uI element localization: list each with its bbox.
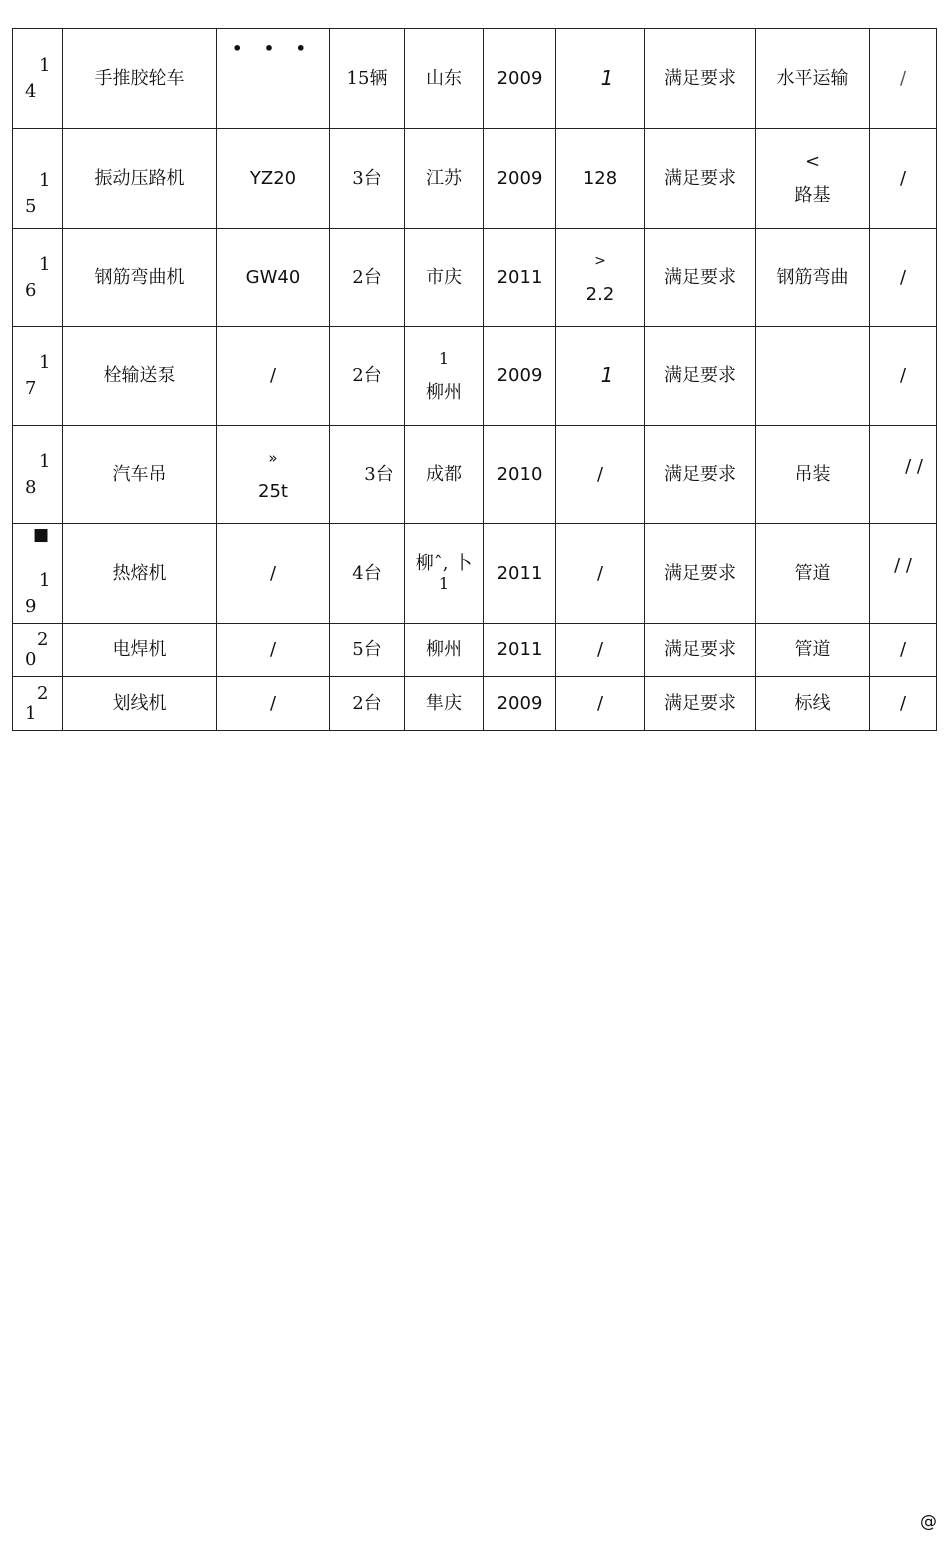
table-row [13, 129, 937, 229]
row-number: 2 1 [13, 677, 63, 731]
table-row [13, 677, 937, 731]
model: / [217, 327, 330, 426]
usage: 管道 [756, 624, 870, 677]
status: 满足要求 [645, 524, 756, 624]
row-number: 1 7 [13, 327, 63, 426]
equipment-name: 汽车吊 [63, 426, 217, 524]
row-number: 1 6 [13, 229, 63, 327]
note: / / [870, 524, 937, 624]
power: / [556, 426, 645, 524]
equipment-name: 栓输送泵 [63, 327, 217, 426]
year: 2011 [484, 229, 556, 327]
status: 满足要求 [645, 29, 756, 129]
equipment-name: 电焊机 [63, 624, 217, 677]
status: 满足要求 [645, 129, 756, 229]
power: / [556, 524, 645, 624]
table-row [13, 29, 937, 129]
power: 128 [556, 129, 645, 229]
model: YZ20 [217, 129, 330, 229]
note: / [870, 29, 937, 129]
row-number: 1 5 [13, 129, 63, 229]
model: / [217, 677, 330, 731]
quantity: 3台 [330, 129, 405, 229]
table-row [13, 229, 937, 327]
power: > 2.2 [556, 229, 645, 327]
note: / [870, 624, 937, 677]
note: / [870, 229, 937, 327]
row-number: 1 4 [13, 29, 63, 129]
status: 满足要求 [645, 229, 756, 327]
usage: < 路基 [756, 129, 870, 229]
status: 满足要求 [645, 677, 756, 731]
quantity: 3台 [330, 426, 405, 524]
origin: 市庆 [405, 229, 484, 327]
year: 2009 [484, 677, 556, 731]
usage: 吊装 [756, 426, 870, 524]
model: / [217, 524, 330, 624]
row-number: 1 8 [13, 426, 63, 524]
year: 2009 [484, 327, 556, 426]
row-number: ■ 1 9 [13, 524, 63, 624]
model: • • • [217, 29, 330, 129]
power: 1 [556, 327, 645, 426]
equipment-name: 钢筋弯曲机 [63, 229, 217, 327]
usage: 标线 [756, 677, 870, 731]
year: 2009 [484, 129, 556, 229]
note: / [870, 677, 937, 731]
equipment-name: 手推胶轮车 [63, 29, 217, 129]
power: / [556, 677, 645, 731]
origin: 柳ˆ, 卜 1 [405, 524, 484, 624]
note: / [870, 327, 937, 426]
page-mark: @ [920, 1512, 937, 1532]
status: 满足要求 [645, 624, 756, 677]
power: / [556, 624, 645, 677]
usage: 钢筋弯曲 [756, 229, 870, 327]
year: 2011 [484, 624, 556, 677]
table-row [13, 624, 937, 677]
equipment-name: 划线机 [63, 677, 217, 731]
origin: 成都 [405, 426, 484, 524]
year: 2011 [484, 524, 556, 624]
origin: 江苏 [405, 129, 484, 229]
equipment-name: 振动压路机 [63, 129, 217, 229]
status: 满足要求 [645, 327, 756, 426]
equipment-name: 热熔机 [63, 524, 217, 624]
quantity: 4台 [330, 524, 405, 624]
origin: 1 柳州 [405, 327, 484, 426]
model: » 25t [217, 426, 330, 524]
usage [756, 327, 870, 426]
note: / / [870, 426, 937, 524]
square-marker-icon: ■ [33, 525, 50, 545]
table-row [13, 426, 937, 524]
origin: 隼庆 [405, 677, 484, 731]
model: GW40 [217, 229, 330, 327]
model: / [217, 624, 330, 677]
quantity: 2台 [330, 677, 405, 731]
status: 满足要求 [645, 426, 756, 524]
table-row [13, 524, 937, 624]
quantity: 15辆 [330, 29, 405, 129]
usage: 水平运输 [756, 29, 870, 129]
quantity: 2台 [330, 229, 405, 327]
origin: 山东 [405, 29, 484, 129]
year: 2009 [484, 29, 556, 129]
usage: 管道 [756, 524, 870, 624]
note: / [870, 129, 937, 229]
table-row [13, 327, 937, 426]
power: 1 [556, 29, 645, 129]
year: 2010 [484, 426, 556, 524]
origin: 柳州 [405, 624, 484, 677]
row-number: 2 0 [13, 624, 63, 677]
quantity: 5台 [330, 624, 405, 677]
quantity: 2台 [330, 327, 405, 426]
equipment-table [12, 28, 937, 731]
